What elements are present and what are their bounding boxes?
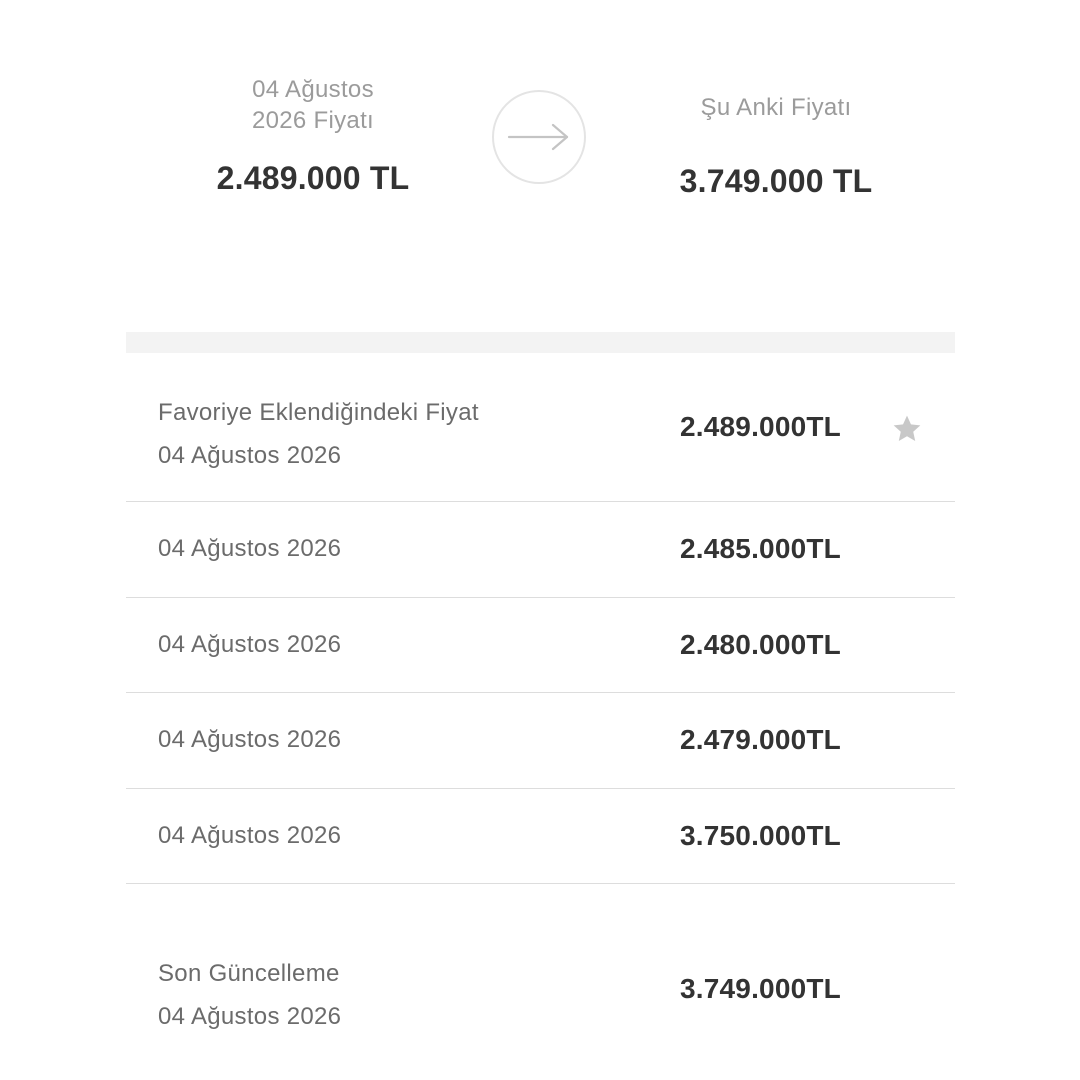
last-update-date: 04 Ağustos 2026 <box>158 1003 342 1030</box>
current-price <box>606 74 946 200</box>
list-item <box>126 598 955 694</box>
current-price-caption: Şu Anki Fiyatı <box>700 94 852 121</box>
favorite-date-caption-line2: 2026 Fiyatı <box>251 107 375 134</box>
current-price-value: 3.749.000 TL <box>679 163 873 199</box>
history-date: 04 Ağustos 2026 <box>158 821 342 849</box>
favorite-added-date: 04 Ağustos 2026 <box>158 442 342 469</box>
history-price: 2.479.000TL <box>680 724 841 756</box>
favorite-added-title: Favoriye Eklendiğindeki Fiyat <box>158 399 479 426</box>
history-date: 04 Ağustos 2026 <box>158 726 342 754</box>
last-update-title: Son Güncelleme <box>158 960 340 987</box>
favorite-added-price: 2.489.000TL <box>680 411 841 442</box>
list-item <box>126 693 955 789</box>
section-divider <box>126 332 955 353</box>
history-price: 2.480.000TL <box>680 628 841 660</box>
history-price: 3.750.000TL <box>680 819 841 851</box>
star-icon <box>890 412 924 446</box>
last-update-row <box>126 884 955 1054</box>
history-date: 04 Ağustos 2026 <box>158 630 342 658</box>
favorite-date-price-value: 2.489.000 TL <box>216 160 410 196</box>
favorite-date-caption-line1: 04 Ağustos <box>252 76 374 103</box>
favorite-added-row <box>126 353 955 502</box>
history-date: 04 Ağustos 2026 <box>158 535 342 563</box>
list-item <box>126 789 955 885</box>
price-history-list <box>126 353 955 1054</box>
history-price: 2.485.000TL <box>680 533 841 565</box>
list-item <box>126 502 955 598</box>
favorite-date-caption <box>143 74 483 136</box>
arrow-right-icon <box>492 90 586 184</box>
favorite-added-label <box>158 391 479 477</box>
last-update-price: 3.749.000TL <box>680 973 841 1004</box>
last-update-label <box>158 952 341 1038</box>
price-comparison <box>0 0 1080 260</box>
favorite-date-price <box>143 74 483 197</box>
